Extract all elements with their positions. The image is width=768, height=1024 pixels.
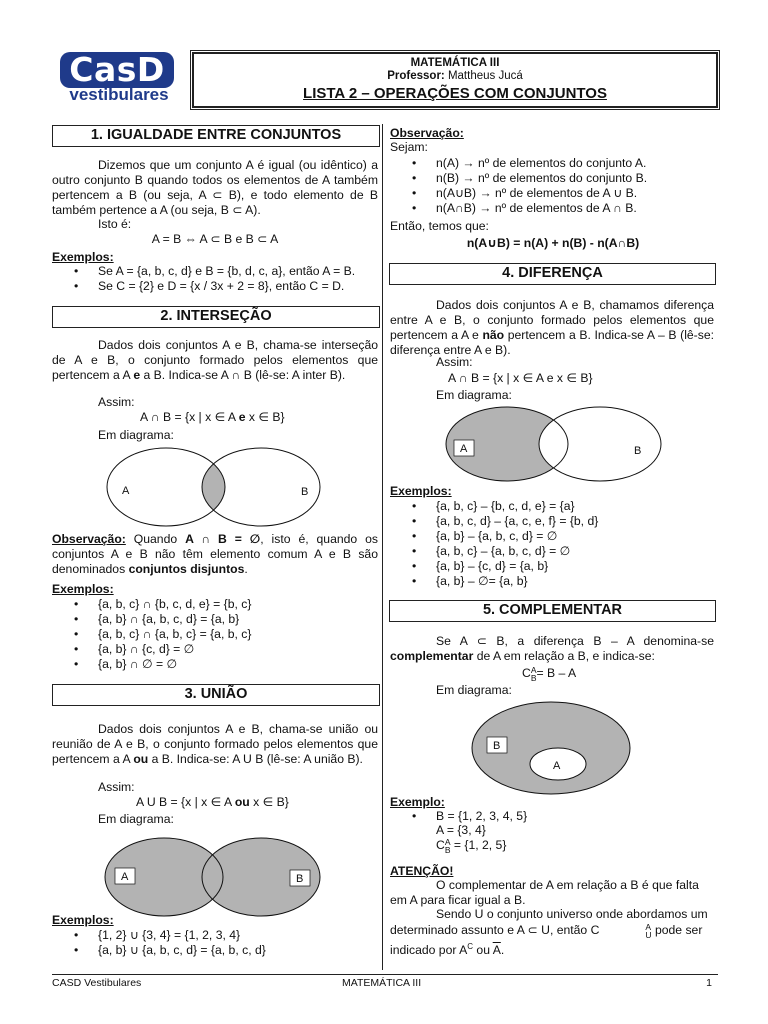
s1-examples-label: Exemplos: bbox=[52, 250, 114, 264]
list-item: • {a, b} – ∅= {a, b} bbox=[390, 574, 720, 589]
obs-right-label: Observação: bbox=[390, 126, 464, 140]
s5-example-list bbox=[390, 809, 720, 824]
s5-em-diagrama: Em diagrama: bbox=[436, 683, 512, 697]
s1-examples-list bbox=[52, 264, 382, 294]
list-item: • n(A∪B) → nº de elementos de A ∪ B. bbox=[390, 186, 720, 201]
s4-examples-label: Exemplos: bbox=[390, 484, 452, 498]
list-item: • {a, b} ∩ {c, d} = ∅ bbox=[52, 642, 382, 657]
s2-observacao: Observação: Quando A ∩ B = ∅, isto é, quando os conjuntos A e B não têm elemento comum A e B são denominados conjuntos disjuntos. bbox=[52, 532, 378, 576]
s3-assim: Assim: bbox=[98, 780, 135, 794]
s2-em-diagrama: Em diagrama: bbox=[98, 428, 174, 442]
section-title-igualdade: 1. IGUALDADE ENTRE CONJUNTOS bbox=[52, 125, 380, 147]
diagram-label-a: A bbox=[553, 760, 561, 772]
footer-rule bbox=[52, 974, 718, 975]
section-title-complementar: 5. COMPLEMENTAR bbox=[389, 600, 716, 622]
s4-assim: Assim: bbox=[436, 355, 473, 369]
list-item: • n(B) → nº de elementos do conjunto B. bbox=[390, 171, 720, 186]
list-item: • {a, b, c} ∩ {b, c, d, e} = {b, c} bbox=[52, 597, 382, 612]
s3-formula: A U B = {x | x ∈ A ou x ∈ B} bbox=[136, 795, 289, 809]
list-item: • {a, b, c} – {b, c, d, e} = {a} bbox=[390, 499, 720, 514]
list-item: • Se C = {2} e D = {x / 3x + 2 = 8}, então C = D. bbox=[52, 279, 382, 294]
difference-venn-diagram bbox=[445, 406, 685, 484]
footer-page-number: 1 bbox=[706, 977, 712, 989]
obs-right-entao: Então, temos que: bbox=[390, 219, 489, 233]
s4-formula: A ∩ B = {x | x ∈ A e x ∈ B} bbox=[448, 371, 593, 385]
logo-subtitle: vestibulares bbox=[69, 85, 169, 104]
s2-assim: Assim: bbox=[98, 395, 135, 409]
s2-paragraph: Dados dois conjuntos A e B, chama-se interseção de A e B, o conjunto formado pelos elementos que pertencem a A e a B. Indica-se A ∩ B (lê-se: A inter B). bbox=[52, 338, 378, 382]
column-divider bbox=[382, 124, 383, 970]
diagram-label-a: A bbox=[122, 485, 130, 497]
list-item: • {a, b, c} ∩ {a, b, c} = {a, b, c} bbox=[52, 627, 382, 642]
union-venn-diagram bbox=[104, 836, 344, 918]
list-item: • n(A∩B) → nº de elementos de A ∩ B. bbox=[390, 201, 720, 216]
list-item: • B = {1, 2, 3, 4, 5} bbox=[390, 809, 720, 824]
s5-example-a: A = {3, 4} bbox=[436, 823, 486, 837]
list-item: • {a, b} ∩ ∅ = ∅ bbox=[52, 657, 382, 672]
list-item: • {1, 2} ∪ {3, 4} = {1, 2, 3, 4} bbox=[52, 928, 382, 943]
diagram-label-b: B bbox=[634, 445, 642, 457]
diagram-label-a: A bbox=[121, 871, 129, 883]
s4-paragraph: Dados dois conjuntos A e B, chamamos diferença entre A e B, o conjunto formado pelos elementos que pertencem a A e não pertencem a B. Indica-se A – B (lê-se: diferença entre A e B). bbox=[390, 298, 715, 357]
intersection-venn-diagram bbox=[106, 446, 346, 528]
casd-logo bbox=[60, 52, 176, 106]
list-item: • {a, b, c} – {a, b, c, d} = ∅ bbox=[390, 544, 720, 559]
s3-examples-label: Exemplos: bbox=[52, 913, 114, 927]
diagram-label-b: B bbox=[301, 486, 309, 498]
s5-atencao-p1: O complementar de A em relação a B é que falta em A para ficar igual a B. bbox=[390, 878, 699, 907]
section-title-intersecao: 2. INTERSEÇÃO bbox=[52, 306, 380, 328]
diagram-label-a: A bbox=[460, 443, 468, 455]
header-box bbox=[192, 52, 718, 108]
s1-paragraph: Dizemos que um conjunto A é igual (ou idêntico) a outro conjunto B quando todos os elementos de A também pertencem a B (ou seja, A ⊂ B), e todo elemento de B também pertence a A (ou seja, B ⊂ A). bbox=[52, 158, 378, 217]
obs-right-list bbox=[390, 156, 720, 216]
s4-em-diagrama: Em diagrama: bbox=[436, 388, 512, 402]
s5-atencao-p2: Sendo U o conjunto universo onde abordamos um determinado assunto e A ⊂ U, então C A U pode ser indicado por $A^C$ ou $\overline{A}$. bbox=[390, 907, 708, 957]
s5-paragraph: Se A ⊂ B, a diferença B – A denomina-se complementar de A em relação a B, e indica-se: bbox=[390, 634, 714, 663]
header-professor: Professor: Mattheus Jucá bbox=[387, 70, 523, 82]
diagram-label-b: B bbox=[296, 873, 304, 885]
header-title: LISTA 2 – OPERAÇÕES COM CONJUNTOS bbox=[303, 85, 607, 102]
s2-examples-list bbox=[52, 597, 382, 672]
s2-examples-label: Exemplos: bbox=[52, 582, 114, 596]
s5-atencao-label: ATENÇÃO! bbox=[390, 864, 454, 878]
section-title-uniao: 3. UNIÃO bbox=[52, 684, 380, 706]
header-subject: MATEMÁTICA III bbox=[410, 57, 500, 69]
s3-em-diagrama: Em diagrama: bbox=[98, 812, 174, 826]
list-item: • Se A = {a, b, c, d} e B = {b, d, c, a}, então A = B. bbox=[52, 264, 382, 279]
s1-formula: A = B ⇔ A ⊂ B e B ⊂ A bbox=[151, 232, 279, 246]
s1-isto-e: Isto é: bbox=[98, 217, 132, 231]
complement-venn-diagram bbox=[470, 700, 634, 796]
list-item: • {a, b} ∩ {a, b, c, d} = {a, b} bbox=[52, 612, 382, 627]
obs-right-formula: n(A∪B) = n(A) + n(B) - n(A∩B) bbox=[466, 236, 640, 250]
s3-paragraph: Dados dois conjuntos A e B, chama-se união ou reunião de A e B, o conjunto formado pelos elementos que pertencem a A ou a B. Indica-se: A U B (lê-se: A união B). bbox=[52, 722, 378, 766]
obs-right-sejam: Sejam: bbox=[390, 140, 428, 154]
s5-formula: C A B = B – A bbox=[522, 665, 577, 683]
footer-left: CASD Vestibulares bbox=[52, 977, 142, 989]
logo-brand: CasD bbox=[60, 52, 174, 88]
s5-example-complement: C A B = {1, 2, 5} bbox=[436, 837, 507, 855]
list-item: • {a, b} – {a, b, c, d} = ∅ bbox=[390, 529, 720, 544]
s3-examples-list bbox=[52, 928, 382, 958]
list-item: • {a, b} – {c, d} = {a, b} bbox=[390, 559, 720, 574]
diagram-label-b: B bbox=[493, 740, 501, 752]
list-item: • {a, b} ∪ {a, b, c, d} = {a, b, c, d} bbox=[52, 943, 382, 958]
list-item: • n(A) → nº de elementos do conjunto A. bbox=[390, 156, 720, 171]
s5-exemplo-label: Exemplo: bbox=[390, 795, 445, 809]
s4-examples-list bbox=[390, 499, 720, 589]
list-item: • {a, b, c, d} – {a, c, e, f} = {b, d} bbox=[390, 514, 720, 529]
s2-formula: A ∩ B = {x | x ∈ A e x ∈ B} bbox=[140, 410, 285, 424]
section-title-diferenca: 4. DIFERENÇA bbox=[389, 263, 716, 285]
footer-center: MATEMÁTICA III bbox=[342, 977, 422, 989]
